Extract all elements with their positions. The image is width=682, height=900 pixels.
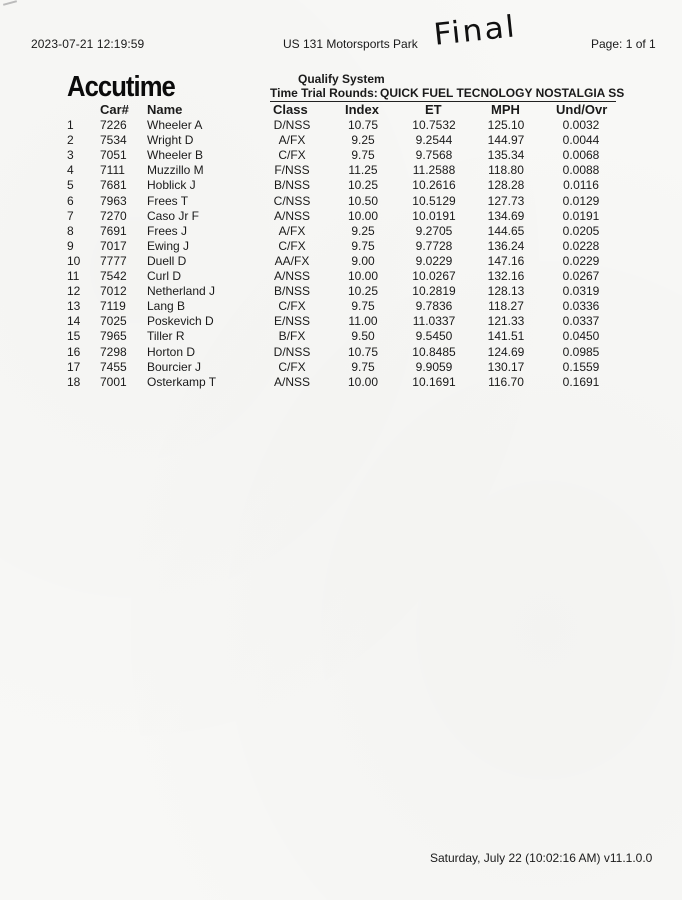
cell-under-over: 0.1691 bbox=[562, 374, 600, 389]
cell-under-over: 0.1559 bbox=[562, 359, 600, 374]
cell-mph: 125.10 bbox=[487, 118, 525, 132]
cell-mph: 144.97 bbox=[487, 133, 525, 148]
page-number: Page: 1 of 1 bbox=[591, 37, 656, 51]
cell-index: 11.25 bbox=[348, 163, 378, 178]
print-datetime: 2023-07-21 12:19:59 bbox=[31, 37, 145, 51]
handwritten-final-note: Final bbox=[432, 9, 519, 53]
cell-elapsed-time: 11.0337 bbox=[412, 314, 456, 329]
column-header-name: Name bbox=[147, 102, 183, 117]
table-row bbox=[0, 375, 682, 390]
cell-index: 10.00 bbox=[347, 208, 379, 223]
cell-under-over: 0.0116 bbox=[563, 178, 599, 193]
cell-class: A/NSS bbox=[273, 208, 310, 223]
cell-class: D/NSS bbox=[273, 344, 311, 359]
cell-index: 9.25 bbox=[351, 133, 375, 148]
table-row bbox=[0, 209, 682, 224]
cell-class: A/FX bbox=[278, 223, 306, 238]
cell-row-position: 16 bbox=[67, 344, 81, 359]
cell-class: B/FX bbox=[278, 329, 306, 344]
cell-index: 9.75 bbox=[351, 148, 375, 163]
cell-elapsed-time: 9.7728 bbox=[415, 238, 453, 253]
cell-row-position: 18 bbox=[67, 374, 81, 389]
cell-car-number: 7111 bbox=[100, 163, 125, 178]
cell-under-over: 0.0088 bbox=[562, 163, 600, 178]
cell-elapsed-time: 9.7836 bbox=[415, 299, 453, 314]
cell-row-position: 1 bbox=[67, 118, 74, 132]
cell-index: 10.75 bbox=[347, 118, 379, 132]
cell-under-over: 0.0267 bbox=[562, 269, 600, 283]
cell-car-number: 7017 bbox=[100, 238, 127, 253]
cell-under-over: 0.0229 bbox=[562, 253, 600, 268]
cell-elapsed-time: 10.0267 bbox=[412, 269, 456, 283]
cell-elapsed-time: 9.7568 bbox=[415, 148, 453, 163]
cell-index: 10.00 bbox=[347, 374, 379, 389]
cell-driver-name: Frees T bbox=[147, 193, 189, 208]
cell-mph: 144.65 bbox=[487, 223, 525, 238]
cell-index: 10.25 bbox=[347, 178, 379, 193]
cell-car-number: 7455 bbox=[100, 359, 127, 374]
cell-elapsed-time: 10.8485 bbox=[412, 344, 456, 359]
cell-elapsed-time: 9.2544 bbox=[415, 133, 453, 148]
cell-driver-name: Poskevich D bbox=[147, 314, 214, 329]
cell-driver-name: Ewing J bbox=[147, 238, 190, 253]
cell-index: 10.25 bbox=[347, 284, 379, 299]
cell-elapsed-time: 10.2819 bbox=[412, 284, 456, 299]
cell-mph: 118.80 bbox=[488, 163, 524, 178]
column-header-und-ovr: Und/Ovr bbox=[556, 102, 608, 117]
cell-car-number: 7777 bbox=[100, 253, 127, 268]
cell-class: A/NSS bbox=[273, 374, 310, 389]
table-row bbox=[0, 284, 682, 299]
cell-mph: 118.27 bbox=[488, 299, 524, 314]
cell-driver-name: Horton D bbox=[147, 344, 196, 359]
cell-mph: 116.70 bbox=[488, 374, 524, 389]
cell-index: 9.25 bbox=[351, 223, 375, 238]
cell-row-position: 13 bbox=[67, 299, 81, 314]
cell-row-position: 7 bbox=[67, 208, 74, 223]
report-system-title: Qualify System bbox=[298, 72, 385, 86]
table-row bbox=[0, 178, 682, 193]
cell-index: 9.50 bbox=[351, 329, 375, 344]
cell-row-position: 6 bbox=[67, 193, 74, 208]
cell-row-position: 11 bbox=[67, 269, 80, 283]
cell-car-number: 7534 bbox=[100, 133, 127, 148]
cell-driver-name: Netherland J bbox=[147, 284, 216, 299]
cell-row-position: 9 bbox=[67, 238, 74, 253]
cell-under-over: 0.0191 bbox=[562, 208, 600, 223]
column-header-et: ET bbox=[425, 102, 442, 117]
cell-class: A/FX bbox=[278, 133, 306, 148]
cell-row-position: 3 bbox=[67, 148, 74, 163]
cell-driver-name: Wheeler A bbox=[147, 118, 203, 132]
table-row bbox=[0, 254, 682, 269]
table-row bbox=[0, 239, 682, 254]
column-header-mph: MPH bbox=[491, 102, 520, 117]
cell-car-number: 7965 bbox=[100, 329, 127, 344]
cell-class: E/NSS bbox=[273, 314, 310, 329]
cell-car-number: 7025 bbox=[100, 314, 127, 329]
table-row bbox=[0, 299, 682, 314]
cell-class: D/NSS bbox=[273, 118, 311, 132]
cell-under-over: 0.0336 bbox=[562, 299, 600, 314]
cell-elapsed-time: 9.0229 bbox=[415, 253, 453, 268]
cell-mph: 136.24 bbox=[487, 238, 525, 253]
print-footer: Saturday, July 22 (10:02:16 AM) v11.1.0.0 bbox=[430, 851, 653, 865]
cell-elapsed-time: 9.2705 bbox=[415, 223, 453, 238]
cell-car-number: 7012 bbox=[100, 284, 127, 299]
table-row bbox=[0, 224, 682, 239]
cell-car-number: 7691 bbox=[100, 223, 127, 238]
cell-under-over: 0.0129 bbox=[562, 193, 600, 208]
cell-class: AA/FX bbox=[274, 253, 310, 268]
cell-car-number: 7270 bbox=[100, 208, 127, 223]
table-row bbox=[0, 345, 682, 360]
cell-mph: 135.34 bbox=[487, 148, 525, 163]
cell-class: A/NSS bbox=[273, 269, 310, 283]
cell-row-position: 12 bbox=[67, 284, 81, 299]
cell-under-over: 0.0450 bbox=[562, 329, 600, 344]
cell-mph: 128.28 bbox=[487, 178, 525, 193]
time-trial-rounds-value: QUICK FUEL TECNOLOGY NOSTALGIA SS bbox=[380, 86, 625, 100]
cell-elapsed-time: 10.1691 bbox=[412, 374, 456, 389]
cell-car-number: 7001 bbox=[100, 374, 127, 389]
cell-elapsed-time: 11.2588 bbox=[412, 163, 456, 178]
cell-mph: 128.13 bbox=[487, 284, 525, 299]
cell-car-number: 7542 bbox=[100, 269, 127, 283]
cell-mph: 132.16 bbox=[487, 269, 525, 283]
cell-driver-name: Caso Jr F bbox=[147, 208, 200, 223]
cell-driver-name: Frees J bbox=[147, 223, 188, 238]
table-row bbox=[0, 314, 682, 329]
cell-driver-name: Tiller R bbox=[147, 329, 185, 344]
cell-class: C/FX bbox=[278, 359, 306, 374]
cell-row-position: 8 bbox=[67, 223, 74, 238]
cell-under-over: 0.0985 bbox=[562, 344, 600, 359]
table-row bbox=[0, 329, 682, 344]
time-trial-rounds-label: Time Trial Rounds: bbox=[270, 86, 378, 100]
cell-elapsed-time: 10.2616 bbox=[412, 178, 456, 193]
cell-row-position: 15 bbox=[67, 329, 81, 344]
cell-driver-name: Duell D bbox=[147, 253, 187, 268]
cell-under-over: 0.0205 bbox=[562, 223, 600, 238]
table-row bbox=[0, 194, 682, 209]
cell-driver-name: Wright D bbox=[147, 133, 194, 148]
cell-mph: 124.69 bbox=[487, 344, 525, 359]
cell-car-number: 7681 bbox=[100, 178, 127, 193]
cell-driver-name: Bourcier J bbox=[147, 359, 202, 374]
cell-row-position: 10 bbox=[67, 253, 81, 268]
cell-class: C/FX bbox=[278, 148, 306, 163]
table-row bbox=[0, 269, 682, 284]
cell-index: 11.00 bbox=[348, 314, 378, 329]
cell-under-over: 0.0319 bbox=[562, 284, 600, 299]
cell-mph: 134.69 bbox=[487, 208, 525, 223]
cell-index: 9.75 bbox=[351, 238, 375, 253]
cell-driver-name: Osterkamp T bbox=[147, 374, 217, 389]
column-header-car: Car# bbox=[100, 102, 129, 117]
cell-car-number: 7051 bbox=[100, 148, 127, 163]
cell-mph: 130.17 bbox=[487, 359, 525, 374]
cell-car-number: 7119 bbox=[100, 299, 126, 314]
cell-elapsed-time: 10.5129 bbox=[412, 193, 456, 208]
cell-class: C/NSS bbox=[273, 193, 311, 208]
cell-index: 10.00 bbox=[347, 269, 379, 283]
table-row bbox=[0, 360, 682, 375]
cell-driver-name: Muzzillo M bbox=[147, 163, 204, 178]
cell-driver-name: Wheeler B bbox=[147, 148, 204, 163]
cell-class: B/NSS bbox=[273, 178, 310, 193]
cell-row-position: 17 bbox=[67, 359, 81, 374]
cell-elapsed-time: 10.7532 bbox=[412, 118, 456, 132]
cell-mph: 127.73 bbox=[487, 193, 525, 208]
cell-index: 10.75 bbox=[347, 344, 379, 359]
cell-class: F/NSS bbox=[274, 163, 310, 178]
cell-index: 10.50 bbox=[347, 193, 379, 208]
cell-mph: 147.16 bbox=[487, 253, 525, 268]
cell-elapsed-time: 10.0191 bbox=[412, 208, 456, 223]
cell-index: 9.75 bbox=[351, 299, 375, 314]
cell-driver-name: Lang B bbox=[147, 299, 186, 314]
column-header-class: Class bbox=[273, 102, 308, 117]
cell-driver-name: Hoblick J bbox=[147, 178, 196, 193]
cell-mph: 121.33 bbox=[487, 314, 525, 329]
table-row bbox=[0, 133, 682, 148]
accutime-logo: Accutime bbox=[67, 71, 175, 103]
cell-under-over: 0.0044 bbox=[562, 133, 600, 148]
table-row bbox=[0, 148, 682, 163]
cell-car-number: 7298 bbox=[100, 344, 127, 359]
cell-row-position: 4 bbox=[67, 163, 74, 178]
cell-elapsed-time: 9.5450 bbox=[415, 329, 453, 344]
cell-car-number: 7226 bbox=[100, 118, 127, 132]
cell-class: C/FX bbox=[278, 238, 306, 253]
cell-driver-name: Curl D bbox=[147, 269, 182, 283]
track-name: US 131 Motorsports Park bbox=[283, 37, 418, 51]
cell-under-over: 0.0032 bbox=[562, 118, 600, 132]
cell-index: 9.00 bbox=[351, 253, 375, 268]
cell-elapsed-time: 9.9059 bbox=[415, 359, 453, 374]
cell-row-position: 2 bbox=[67, 133, 74, 148]
cell-row-position: 5 bbox=[67, 178, 74, 193]
cell-under-over: 0.0228 bbox=[562, 238, 600, 253]
cell-class: C/FX bbox=[278, 299, 306, 314]
table-row bbox=[0, 163, 682, 178]
cell-row-position: 14 bbox=[67, 314, 81, 329]
cell-class: B/NSS bbox=[273, 284, 310, 299]
cell-under-over: 0.0068 bbox=[562, 148, 600, 163]
cell-index: 9.75 bbox=[351, 359, 375, 374]
table-row bbox=[0, 118, 682, 133]
column-header-index: Index bbox=[345, 102, 379, 117]
cell-under-over: 0.0337 bbox=[562, 314, 600, 329]
cell-car-number: 7963 bbox=[100, 193, 127, 208]
cell-mph: 141.51 bbox=[487, 329, 525, 344]
